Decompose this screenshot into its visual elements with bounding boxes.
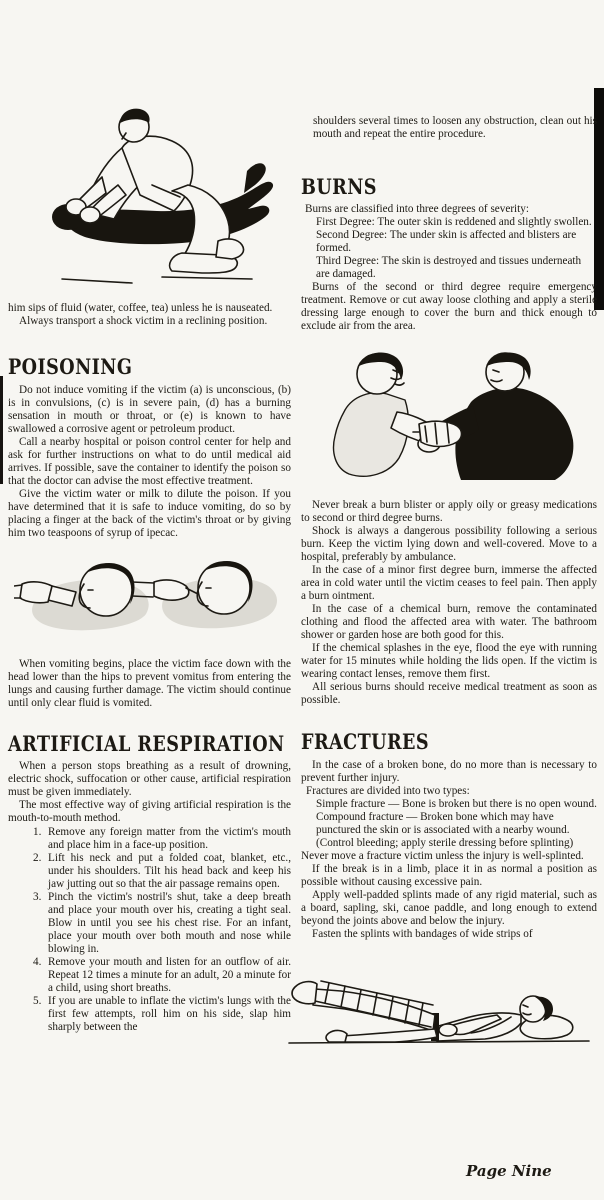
choking-paragraph-continued: shoulders several times to loosen any obstruction, clean out his mouth and repeat the entire procedure. bbox=[313, 115, 597, 140]
artificial-respiration-intro: The most effective way of giving artificial respiration is the mouth-to-mouth method. bbox=[8, 799, 291, 824]
step-item bbox=[8, 995, 291, 1034]
poisoning-paragraph: Call a nearby hospital or poison control center for help and ask for further instructions on what to do until medical aid arrives. If possible, save the container to identify the poison so that the doctor can advise the most effective treatment. bbox=[8, 436, 291, 487]
artificial-respiration-intro: When a person stops breathing as a result of drowning, electric shock, suffocation or other cause, artificial respiration must be given immediately. bbox=[8, 760, 291, 798]
burns-paragraph: All serious burns should receive medical treatment as soon as possible. bbox=[301, 681, 597, 706]
step-text: If you are unable to inflate the victim's lungs with the first few attempts, roll him on his side, slap him sharply between the bbox=[48, 995, 291, 1033]
step-item bbox=[8, 956, 291, 995]
poisoning-heading: POISONING bbox=[8, 354, 133, 379]
step-number: 5. bbox=[33, 995, 42, 1007]
poisoning-paragraph: Do not induce vomiting if the victim (a) is unconscious, (b) is in convulsions, (c) is in severe pain, (d) has a burning sensation in mouth or throat, or (e) is known to have swallowed a corrosive agent or petroleum product. bbox=[8, 384, 291, 435]
burns-paragraph: In the case of a minor first degree burn, immerse the affected area in cold water until the victim ceases to feel pain. Then apply a burn ointment. bbox=[301, 564, 597, 602]
fractures-paragraph: Apply well-padded splints made of any rigid material, such as a board, sapling, ski, canoe paddle, and long enough to extend beyond the joints above and below the injury. bbox=[301, 889, 597, 927]
resuscitation-illustration bbox=[22, 93, 291, 294]
burns-intro: Burns are classified into three degrees of severity: bbox=[305, 203, 529, 215]
step-item bbox=[8, 891, 291, 956]
fracture-type-item: Simple fracture — Bone is broken but there is no open wound. bbox=[316, 798, 597, 810]
fracture-type-item: Compound fracture — Broken bone which may have punctured the skin or is associated with a nearby wound. (Control bleeding; apply sterile dressing before splinting) bbox=[316, 811, 574, 849]
fractures-heading: FRACTURES bbox=[301, 729, 430, 754]
shock-paragraph-continued: him sips of fluid (water, coffee, tea) unless he is nauseated. bbox=[8, 302, 273, 314]
fractures-paragraph: Never move a fracture victim unless the injury is well-splinted. bbox=[301, 850, 584, 862]
step-text: Pinch the victim's nostril's shut, take a deep breath and place your mouth over his, creating a tight seal. Blow in until you see his chest rise. For an infant, place your mouth over both mouth and nose while blowing in. bbox=[48, 891, 291, 955]
induce-vomiting-drawing-icon bbox=[14, 548, 286, 640]
page-number: Page Nine bbox=[466, 1162, 552, 1180]
burns-paragraph: Never break a burn blister or apply oily or greasy medications to second or third degree burns. bbox=[301, 499, 597, 524]
left-column bbox=[8, 0, 291, 1034]
burn-degrees-list bbox=[301, 216, 597, 281]
burns-paragraph: If the chemical splashes in the eye, flood the eye with running water for 15 minutes while holding the lids open. If the victim is wearing contact lenses, remove them first. bbox=[301, 642, 597, 680]
burn-bandaging-drawing-icon bbox=[301, 340, 597, 488]
step-number: 1. bbox=[33, 826, 42, 838]
leg-splint-drawing-icon bbox=[285, 953, 595, 1055]
burn-degree-item: Second Degree: The under skin is affected and blisters are formed. bbox=[316, 229, 577, 254]
fractures-paragraph: Fasten the splints with bandages of wide strips of bbox=[312, 928, 533, 940]
step-number: 4. bbox=[33, 956, 42, 968]
resuscitation-drawing-icon bbox=[22, 93, 284, 289]
burns-paragraph: Shock is always a dangerous possibility following a serious burn. Keep the victim lying down and well-covered. Move to a hospital, preferably by ambulance. bbox=[301, 525, 597, 563]
fractures-paragraph: In the case of a broken bone, do no more than is necessary to prevent further injury. bbox=[301, 759, 597, 784]
leg-splint-illustration bbox=[285, 953, 597, 1060]
burn-degree-item: Third Degree: The skin is destroyed and tissues underneath are damaged. bbox=[316, 255, 582, 280]
step-item bbox=[8, 852, 291, 891]
step-text: Remove your mouth and listen for an outflow of air. Repeat 12 times a minute for an adult, 20 a minute for a child, using short breaths. bbox=[48, 956, 291, 994]
burns-treatment-paragraph: Burns of the second or third degree require emergency treatment. Remove or cut away loose clothing and apply a sterile dressing large enough to cover the burn and thick enough to exclude air from the area. bbox=[301, 281, 597, 332]
burns-heading: BURNS bbox=[301, 174, 377, 199]
burn-degree-item: First Degree: The outer skin is reddened and slightly swollen. bbox=[316, 216, 592, 228]
fracture-types-list bbox=[301, 798, 597, 850]
artificial-respiration-heading: ARTIFICIAL RESPIRATION bbox=[8, 731, 285, 756]
shock-paragraph: Always transport a shock victim in a reclining position. bbox=[19, 315, 268, 327]
burn-bandaging-illustration bbox=[301, 340, 597, 493]
vomiting-aftercare-paragraph: When vomiting begins, place the victim face down with the head lower than the hips to prevent vomitus from entering the lungs and causing further damage. The victim should continue until only clear fluid is vomited. bbox=[8, 658, 291, 709]
burns-paragraph: In the case of a chemical burn, remove the contaminated clothing and flood the affected area with water. The bathroom shower or garden hose are both good for this. bbox=[301, 603, 597, 641]
fractures-paragraph: If the break is in a limb, place it in as normal a position as possible without causing excessive pain. bbox=[301, 863, 597, 888]
step-text: Remove any foreign matter from the victim's mouth and place him in a face-up position. bbox=[48, 826, 291, 851]
poisoning-paragraph: Give the victim water or milk to dilute the poison. If you have determined that it is safe to induce vomiting, do so by placing a finger at the back of the victim's throat or by giving him two teaspoons of syrup of ipecac. bbox=[8, 488, 291, 539]
right-column bbox=[301, 0, 597, 1060]
step-item bbox=[8, 826, 291, 852]
fractures-types-intro: Fractures are divided into two types: bbox=[306, 785, 470, 797]
step-number: 2. bbox=[33, 852, 42, 864]
step-text: Lift his neck and put a folded coat, blanket, etc., under his shoulders. Tilt his head back and keep his jaw jutting out so that the air passage remains open. bbox=[48, 852, 291, 890]
step-number: 3. bbox=[33, 891, 42, 903]
scan-artifact-left-line bbox=[0, 376, 3, 484]
induce-vomiting-illustration bbox=[14, 548, 291, 645]
artificial-respiration-steps bbox=[8, 826, 291, 1034]
